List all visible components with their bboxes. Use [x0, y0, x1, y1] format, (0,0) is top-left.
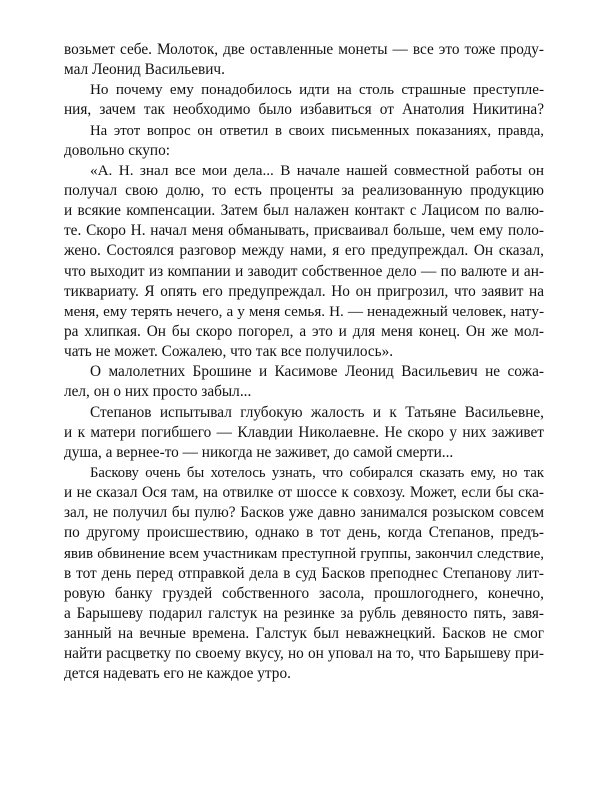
- text-line: душа, а вернее-то — никогда не заживет, до самой смерти...: [64, 443, 454, 461]
- text-line: занный на вечные времена. Галстук был неважнецкий. Басков не смог: [64, 625, 544, 643]
- text-line: возьмет себе. Молоток, две оставленные монеты — все это тоже проду-: [64, 41, 544, 58]
- text-line: ра хлипкая. Он бы скоро погорел, а это и для меня конец. Он же мол-: [64, 322, 544, 340]
- text-line: На этот вопрос он ответил в своих письменных показаниях, правда,: [90, 122, 544, 139]
- text-line: явив обвинение всем участникам преступной группы, закончил следствие,: [64, 545, 544, 562]
- text-line: Степанов испытывал глубокую жалость и к Татьяне Васильевне,: [90, 403, 544, 421]
- text-line: и не сказал Ося там, на отвилке от шоссе к совхозу. Может, если бы ска-: [64, 484, 544, 502]
- text-line: что выходит из компании и заводит собственное дело — по валюте и ан-: [64, 262, 544, 280]
- text-line: дется надевать его не каждое утро.: [64, 665, 291, 683]
- text-line: меня, ему терять нечего, а у меня семья. Н. — ненадежный человек, натy-: [64, 302, 544, 320]
- text-line: и всякие компенсации. Затем был налажен контакт с Лацисом по валю-: [64, 202, 544, 220]
- text-line: а Барышеву подарил галстук на резинке за рубль девяносто пять, завя-: [64, 604, 544, 622]
- book-page: [64, 40, 544, 685]
- text-line: лел, он о них просто забыл...: [64, 383, 252, 401]
- text-line: ровую банку груздей собственного засола, прошлогоднего, конечно,: [64, 584, 544, 602]
- text-line: «А. Н. знал все мои дела... В начале нашей совместной работы он: [90, 161, 544, 179]
- text-line: Баскову очень бы хотелось узнать, что собирался сказать ему, но так: [90, 464, 544, 481]
- text-line: получал свою долю, то есть проценты за реализованную продукцию: [64, 181, 544, 199]
- text-line: О малолетних Брошине и Касимове Леонид Васильевич не сожа-: [90, 363, 544, 381]
- text-line: мал Леонид Васильевич.: [64, 61, 225, 79]
- text-line: по другому происшествию, однако в тот день, когда Степанов, предъ-: [64, 524, 544, 542]
- text-line: тиквариату. Я опять его предупреждал. Но он пригрозил, что заявит на: [64, 282, 544, 300]
- text-line: Но почему ему понадобилось идти на столь страшные преступле-: [90, 81, 544, 99]
- text-line: в тот день перед отправкой дела в суд Басков преподнес Степанову лит-: [64, 564, 544, 582]
- text-line: ния, зачем так необходимо было избавиться от Анатолия Никитина?: [64, 101, 544, 119]
- text-line: чать не может. Сожалею, что так все получилось».: [64, 343, 394, 361]
- text-line: зал, не получил бы пулю? Басков уже давно занимался розыском совсем: [64, 504, 544, 522]
- text-line: и к матери погибшего — Клавдии Николаевне. Не скоро у них заживет: [64, 423, 544, 441]
- text-line: жено. Состоялся разговор между нами, я его предупреждал. Он сказал,: [64, 242, 544, 260]
- text-line: найти расцветку по своему вкусу, но он уповал на то, что Барышеву при-: [64, 645, 544, 663]
- text-line: довольно скупо:: [64, 141, 171, 159]
- text-line: те. Скоро Н. начал меня обманывать, присваивал больше, чем ему поло-: [64, 222, 544, 240]
